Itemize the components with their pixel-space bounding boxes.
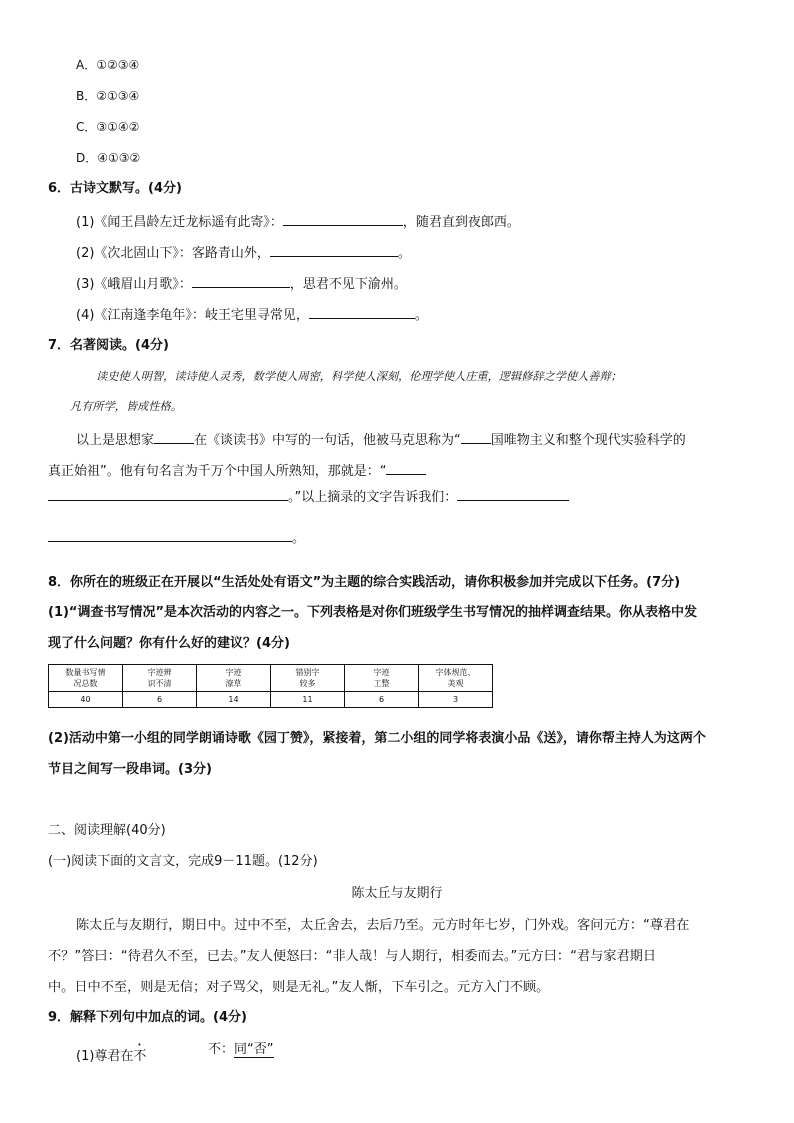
q6-item-3-post: ，思君不见下渝州。 bbox=[289, 277, 407, 292]
q6-item-3 bbox=[76, 274, 407, 294]
q7-blank-lesson[interactable] bbox=[457, 487, 569, 501]
passage-line-2: 不？”答曰：“待君久不至，已去。”友人便怒曰：“非人哉！与人期行，相委而去。”元方曰：“君与家君期日 bbox=[48, 949, 657, 964]
q9-answer-text: 同“否” bbox=[234, 1042, 274, 1057]
section-2-heading: 二、阅读理解(40分) bbox=[48, 823, 166, 838]
survey-value-cell: 6 bbox=[345, 692, 419, 708]
survey-value-cell: 11 bbox=[271, 692, 345, 708]
q6-item-2-pre: (2)《次北固山下》：客路青山外， bbox=[76, 246, 270, 261]
survey-table bbox=[48, 664, 493, 708]
q7-paragraph-1 bbox=[76, 430, 686, 450]
q7-p1-b: 在《谈读书》中写的一句话，他被马克思称为“ bbox=[194, 433, 461, 448]
survey-header-cell: 错别字 较多 bbox=[271, 665, 345, 692]
q7-paragraph-2 bbox=[48, 461, 426, 481]
q6-item-1 bbox=[76, 212, 520, 232]
survey-value-cell: 6 bbox=[123, 692, 197, 708]
q6-item-3-pre: (3)《峨眉山月歌》： bbox=[76, 277, 192, 292]
q6-blank-1[interactable] bbox=[283, 212, 403, 226]
survey-header-cell: 字迹 潦草 bbox=[197, 665, 271, 692]
option-a: A．①②③④ bbox=[76, 58, 140, 72]
q7-quote-line-1: 读史使人明智，读诗使人灵秀，数学使人周密，科学使人深刻，伦理学使人庄重，逻辑修辞之学使人善辩； bbox=[96, 370, 622, 383]
survey-value-cell: 3 bbox=[419, 692, 493, 708]
survey-header-cell: 字迹 工整 bbox=[345, 665, 419, 692]
q8-sub2-line-1: (2)活动中第一小组的同学朗诵诗歌《园丁赞》，紧接着，第二小组的同学将表演小品《送》，请你帮主持人为这两个 bbox=[48, 731, 706, 746]
survey-header-cell: 数量书写情 况总数 bbox=[49, 665, 123, 692]
survey-header-cell: 字迹辨 识不清 bbox=[123, 665, 197, 692]
survey-value-row bbox=[49, 692, 493, 708]
q7-quote-line-2: 凡有所学，皆成性格。 bbox=[70, 400, 182, 413]
q9-item-1-dotted-word: 不 bbox=[133, 1049, 147, 1064]
q9-item-1-answer bbox=[208, 1041, 274, 1059]
q6-item-2-post: 。 bbox=[397, 246, 411, 261]
q6-item-2 bbox=[76, 243, 411, 263]
q6-blank-4[interactable] bbox=[309, 305, 415, 319]
q6-blank-2[interactable] bbox=[270, 243, 398, 257]
q7-p1-a: 以上是思想家 bbox=[76, 433, 155, 448]
q8-sub1-line-1: (1)“调查书写情况”是本次活动的内容之一。下列表格是对你们班级学生书写情况的抽样调查结果。你从表格中发 bbox=[48, 605, 698, 620]
passage-line-1: 陈太丘与友期行，期日中。过中不至，太丘舍去，去后乃至。元方时年七岁，门外戏。客问元方：“尊君在 bbox=[76, 918, 690, 933]
option-c: C．③①④② bbox=[76, 120, 140, 134]
survey-value-cell: 14 bbox=[197, 692, 271, 708]
q9-answer-label: 不： bbox=[208, 1042, 235, 1057]
q7-p4: 。 bbox=[292, 531, 306, 546]
survey-header-cell: 字体规范、 美观 bbox=[419, 665, 493, 692]
survey-value-cell: 40 bbox=[49, 692, 123, 708]
passage-line-3: 中。日中不至，则是无信；对子骂父，则是无礼。”友人惭，下车引之。元方入门不顾。 bbox=[48, 980, 550, 995]
q9-item-1 bbox=[76, 1041, 146, 1066]
q9-title: 9．解释下列句中加点的词。(4分) bbox=[48, 1010, 247, 1025]
q6-item-1-pre: (1)《闻王昌龄左迁龙标遥有此寄》： bbox=[76, 215, 283, 230]
q8-sub1-line-2: 现了什么问题？你有什么好的建议？(4分) bbox=[48, 636, 290, 651]
q7-paragraph-4 bbox=[48, 528, 305, 548]
option-b: B．②①③④ bbox=[76, 89, 140, 103]
q9-item-1-pre: (1)尊君在 bbox=[76, 1049, 134, 1064]
q6-item-4-post: 。 bbox=[414, 308, 428, 323]
q7-blank-country[interactable] bbox=[461, 430, 491, 444]
survey-header-row bbox=[49, 665, 493, 692]
q8-title: 8．你所在的班级正在开展以“生活处处有语文”为主题的综合实践活动，请你积极参加并完成以下任务。(7分) bbox=[48, 575, 681, 590]
q6-item-1-post: ，随君直到夜郎西。 bbox=[402, 215, 520, 230]
q6-blank-3[interactable] bbox=[192, 274, 290, 288]
q7-p3: 。”以上摘录的文字告诉我们： bbox=[288, 490, 458, 505]
passage-title: 陈太丘与友期行 bbox=[351, 886, 443, 901]
q7-blank-saying[interactable] bbox=[48, 487, 288, 501]
q6-item-4-pre: (4)《江南逢李龟年》：岐王宅里寻常见， bbox=[76, 308, 309, 323]
section-2-part-1: (一)阅读下面的文言文，完成9－11题。(12分) bbox=[48, 854, 318, 869]
q7-blank-lesson-cont[interactable] bbox=[48, 528, 292, 542]
q7-p1-c: 国唯物主义和整个现代实验科学的 bbox=[490, 433, 686, 448]
q7-p2: 真正始祖”。他有句名言为千万个中国人所熟知，那就是：“ bbox=[48, 464, 387, 479]
q6-title: 6．古诗文默写。(4分) bbox=[48, 181, 182, 196]
q7-title: 7．名著阅读。(4分) bbox=[48, 338, 169, 353]
option-d: D．④①③② bbox=[76, 151, 141, 165]
q7-blank-saying-start[interactable] bbox=[386, 461, 426, 475]
q7-blank-author[interactable] bbox=[154, 430, 194, 444]
q6-item-4 bbox=[76, 305, 428, 325]
q7-paragraph-3 bbox=[48, 487, 569, 507]
q8-sub2-line-2: 节目之间写一段串词。(3分) bbox=[48, 762, 212, 777]
